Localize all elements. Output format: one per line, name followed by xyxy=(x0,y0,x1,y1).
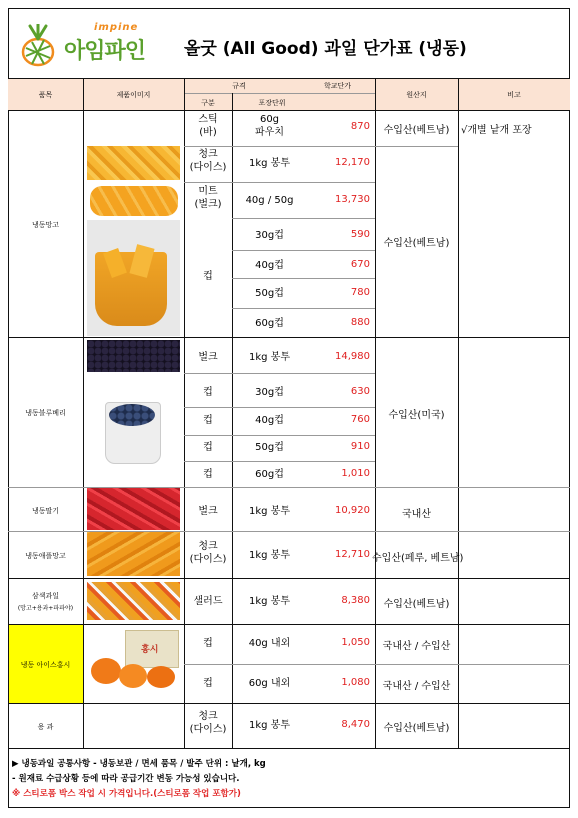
pineapple-logo-icon xyxy=(16,24,60,68)
row-type: 컵 xyxy=(203,387,213,398)
mango-chunk-image xyxy=(87,146,180,180)
row-type: 스틱 (바) xyxy=(198,114,218,138)
col-header-image: 제품이미지 xyxy=(116,91,151,99)
row-unit: 1kg 봉투 xyxy=(249,352,290,363)
col-header-unit: 포장단위 xyxy=(258,99,286,107)
logo xyxy=(14,22,174,68)
origin-mango-group: 수입산(베트남) xyxy=(383,238,450,249)
row-school-price: 760 xyxy=(350,414,370,425)
row-unit: 60g 파우치 xyxy=(255,114,284,138)
row-school-price: 13,730 xyxy=(335,194,370,205)
row-school-price: 630 xyxy=(350,386,370,397)
row-type: 청크 (다이스) xyxy=(189,149,227,173)
mango-meat-image xyxy=(87,183,180,219)
mixed-fruit-image xyxy=(87,582,180,620)
group-label-mixed-sub: (망고+용과+파파야) xyxy=(17,605,74,612)
row-unit: 30g컵 xyxy=(255,230,284,241)
row-type: 청크 (다이스) xyxy=(189,541,227,565)
group-label-pineapple-mango: 냉동애플망고 xyxy=(25,552,66,560)
row-unit: 1kg 봉투 xyxy=(249,158,290,169)
row-school-price: 590 xyxy=(350,229,370,240)
row-school-price: 10,920 xyxy=(335,505,370,516)
row-unit: 1kg 봉투 xyxy=(249,550,290,561)
row-note: √개별 낱개 포장 xyxy=(461,125,532,136)
row-unit: 50g컵 xyxy=(255,442,284,453)
row-unit: 1kg 봉투 xyxy=(249,596,290,607)
row-unit: 40g컵 xyxy=(255,415,284,426)
group-label-mixed: 삼색과일 xyxy=(31,592,60,600)
group-label-mango: 냉동망고 xyxy=(31,221,60,229)
row-origin: 수입산(베트남) xyxy=(383,125,450,136)
row-origin: 수입산(페루, 베트남) xyxy=(372,553,464,564)
row-school-price: 12,710 xyxy=(335,549,370,560)
row-origin: 수입산(베트남) xyxy=(383,723,450,734)
col-header-type: 구분 xyxy=(201,99,215,107)
row-type: 컵 xyxy=(203,442,213,453)
row-origin: 수입산(베트남) xyxy=(383,599,450,610)
row-type: 샐러드 xyxy=(193,596,223,607)
row-school-price: 8,380 xyxy=(341,595,370,606)
row-unit: 1kg 봉투 xyxy=(249,720,290,731)
group-label-strawberry: 냉동딸기 xyxy=(31,507,60,515)
row-unit: 50g컵 xyxy=(255,288,284,299)
logo-main-text: 아임파인 xyxy=(64,39,146,64)
mango-cup-image xyxy=(87,220,180,336)
strawberry-image xyxy=(87,488,180,530)
row-type: 컵 xyxy=(203,638,213,649)
row-unit: 40g컵 xyxy=(255,260,284,271)
row-school-price: 670 xyxy=(350,259,370,270)
row-school-price: 8,470 xyxy=(341,719,370,730)
page-title: 올굿 (All Good) 과일 단가표 (냉동) xyxy=(184,39,467,59)
row-school-price: 870 xyxy=(350,121,370,132)
row-origin: 국내산 / 수입산 xyxy=(382,641,451,652)
row-type: 미트 (벌크) xyxy=(194,186,222,210)
row-school-price: 880 xyxy=(350,317,370,328)
col-header-school-price: 학교단가 xyxy=(323,82,352,90)
row-school-price: 1,050 xyxy=(341,637,370,648)
row-type: 벌크 xyxy=(198,352,218,363)
row-type: 컵 xyxy=(203,469,213,480)
footer-line-1: ▶ 냉동과일 공통사항 - 냉동보관 / 면세 품목 / 발주 단위 : 낱개, kg xyxy=(12,759,266,769)
blueberry-cup-image xyxy=(87,388,180,480)
col-header-note: 비고 xyxy=(507,91,521,99)
footer-line-3: ※ 스티로폼 박스 작업 시 가격입니다.(스티로폼 작업 포함가) xyxy=(12,789,241,799)
row-unit: 60g컵 xyxy=(255,318,284,329)
origin-blueberry-group: 수입산(미국) xyxy=(388,410,445,421)
row-unit: 60g 내외 xyxy=(248,678,291,689)
row-type: 청크 (다이스) xyxy=(189,711,227,735)
row-unit: 40g 내외 xyxy=(248,638,291,649)
col-header-origin: 원산지 xyxy=(406,91,427,99)
blueberry-bulk-image xyxy=(87,340,180,372)
persimmon-image xyxy=(87,628,180,690)
row-school-price: 910 xyxy=(350,441,370,452)
logo-small-text: impine xyxy=(94,22,139,33)
footer-line-2: - 원재료 수급상황 등에 따라 공급기간 변동 가능성 있습니다. xyxy=(12,774,240,784)
row-unit: 1kg 봉투 xyxy=(249,506,290,517)
row-school-price: 1,080 xyxy=(341,677,370,688)
row-type: 벌크 xyxy=(198,506,218,517)
group-label-dragonfruit: 용 과 xyxy=(37,723,54,731)
group-label-persimmon: 냉동 아이스홍시 xyxy=(20,661,71,669)
row-school-price: 1,010 xyxy=(341,468,370,479)
row-origin: 국내산 / 수입산 xyxy=(382,681,451,692)
row-origin: 국내산 xyxy=(402,509,431,520)
col-header-spec: 규격 xyxy=(232,82,246,90)
col-header-item: 품목 xyxy=(38,91,53,99)
row-unit: 30g컵 xyxy=(255,387,284,398)
row-type: 컵 xyxy=(203,415,213,426)
row-unit: 60g컵 xyxy=(255,469,284,480)
row-type: 컵 xyxy=(203,271,213,282)
row-school-price: 12,170 xyxy=(335,157,370,168)
row-school-price: 780 xyxy=(350,287,370,298)
group-label-blueberry: 냉동블루베리 xyxy=(25,409,66,417)
persimmon-box-label: 홍시 xyxy=(141,645,159,655)
apple-mango-image xyxy=(87,532,180,576)
row-school-price: 14,980 xyxy=(335,351,370,362)
row-type: 컵 xyxy=(203,678,213,689)
row-unit: 40g / 50g xyxy=(245,195,294,206)
